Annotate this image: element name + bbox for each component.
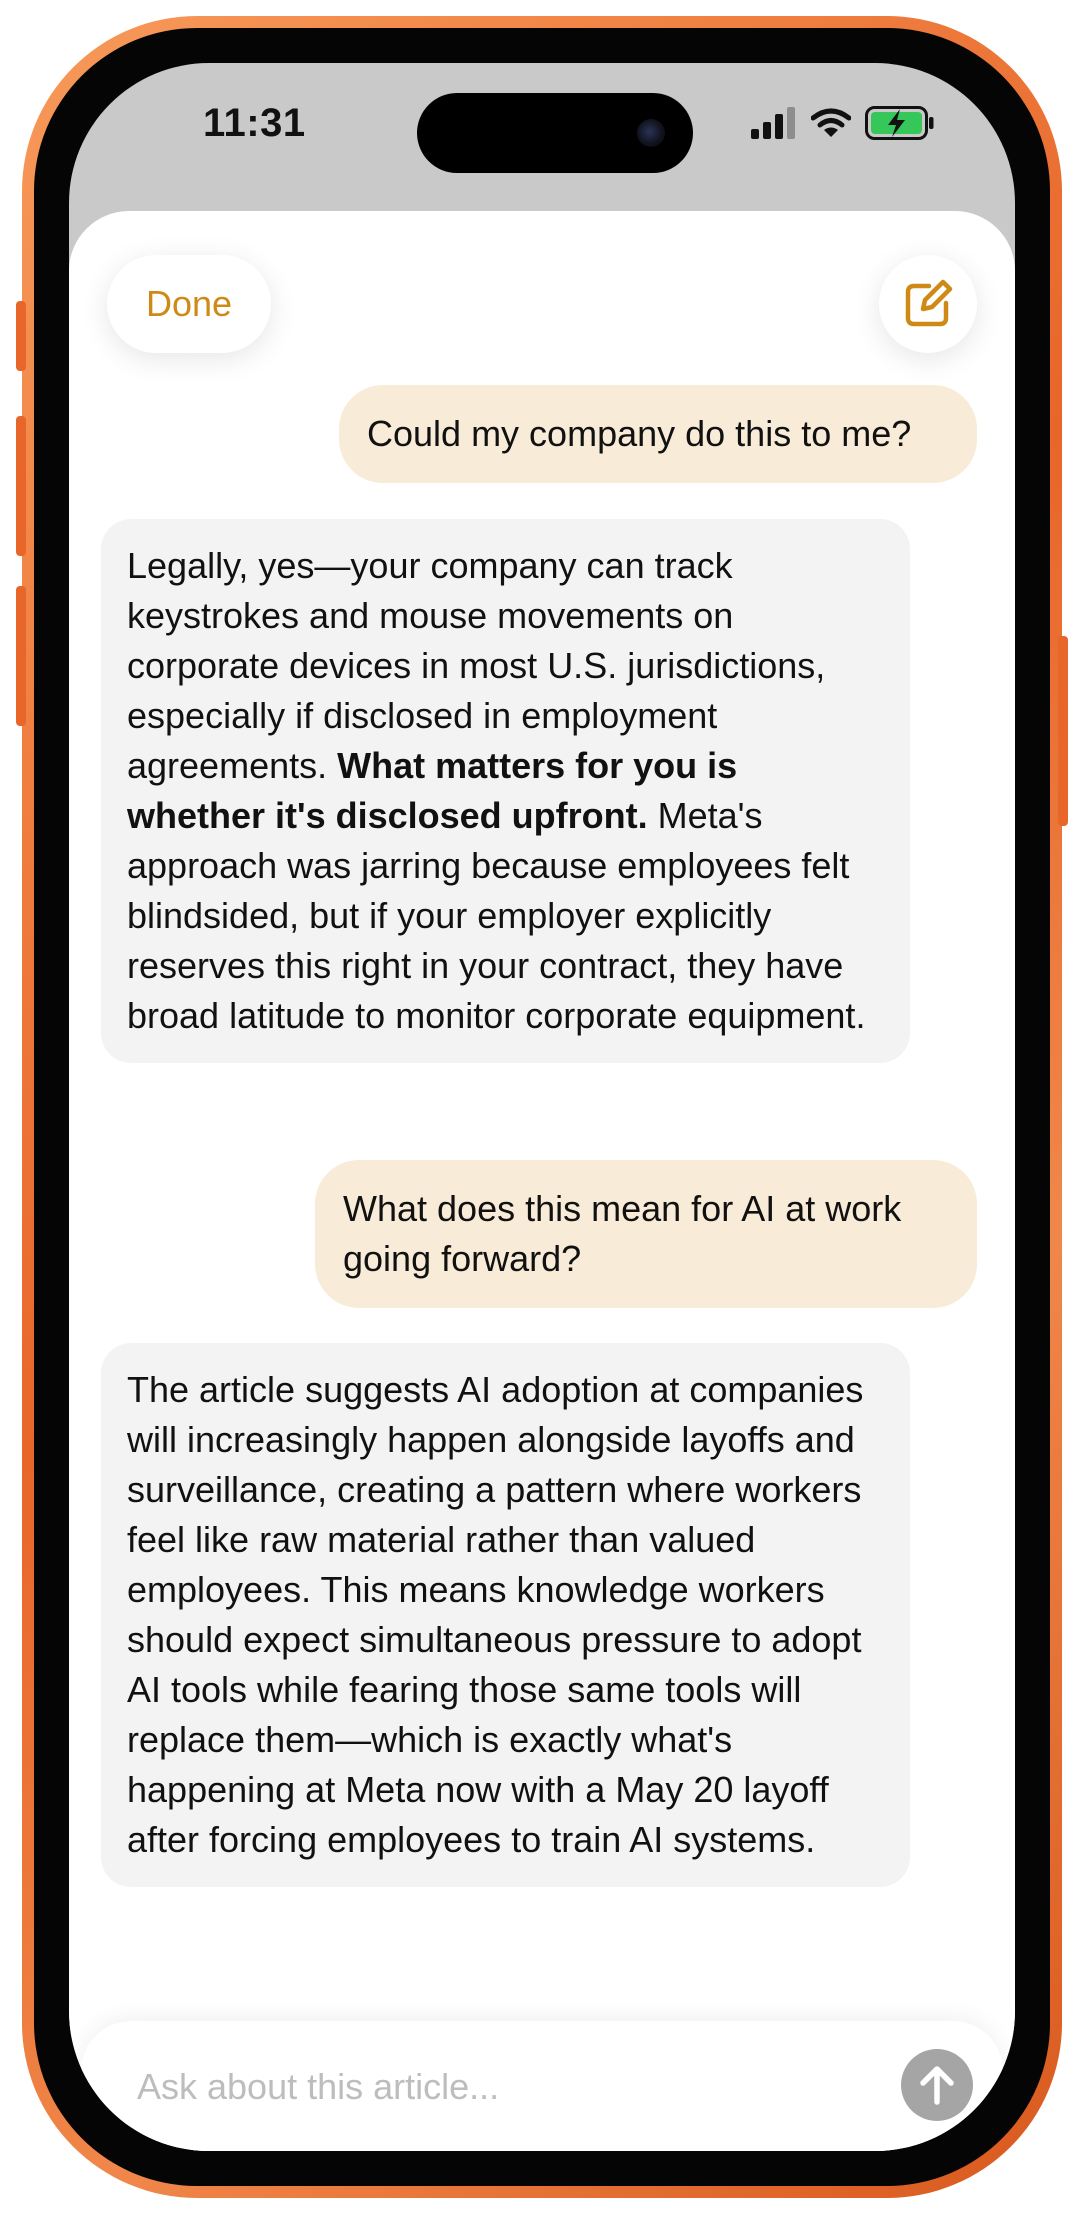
status-icons <box>751 105 935 141</box>
action-button <box>16 301 26 371</box>
volume-up-button <box>16 416 26 556</box>
volume-down-button <box>16 586 26 726</box>
phone-frame <box>22 16 1062 2198</box>
status-bar <box>69 63 1015 198</box>
side-button <box>1058 636 1068 826</box>
arrow-up-icon <box>917 2064 957 2106</box>
front-camera <box>637 119 665 147</box>
screen <box>69 63 1015 2151</box>
assistant-message: The article suggests AI adoption at companies will increasingly happen alongside layoffs and surveillance, creating a pattern where workers feel like raw material rather than valued employees. This means knowledge workers should expect simultaneous pressure to adopt AI tools while fearing those same tools will replace them—which is exactly what's happening at Meta now with a May 20 layoff after forcing employees to train AI systems. <box>101 1343 910 1887</box>
user-message: Could my company do this to me? <box>339 385 977 483</box>
send-button[interactable] <box>901 2049 973 2121</box>
assistant-message <box>101 519 910 1063</box>
assistant-message-bold-text: What matters for you is whether it's disclosed upfront. <box>127 745 738 836</box>
battery-charging-icon <box>865 106 935 140</box>
dynamic-island <box>417 93 693 173</box>
assistant-message-text-end: Meta's approach was jarring because employees felt blindsided, but if your employer explicitly reserves this right in your contract, they have broad latitude to monitor corporate equipment. <box>127 795 866 1036</box>
done-button[interactable]: Done <box>107 255 271 353</box>
signal-icon <box>751 107 797 139</box>
user-message: What does this mean for AI at work going forward? <box>315 1160 977 1308</box>
article-chat-sheet <box>69 211 1015 2151</box>
compose-button[interactable] <box>879 255 977 353</box>
compose-icon <box>902 278 954 330</box>
wifi-icon <box>811 108 851 138</box>
assistant-message-text: Legally, yes—your company can track keystrokes and mouse movements on corporate devices in most U.S. jurisdictions, especially if disclosed in employment agreements. <box>127 545 826 786</box>
phone-bezel <box>34 28 1050 2186</box>
status-time: 11:31 <box>203 101 306 145</box>
composer-bar <box>81 2021 1003 2151</box>
ask-article-input[interactable] <box>135 2051 899 2123</box>
